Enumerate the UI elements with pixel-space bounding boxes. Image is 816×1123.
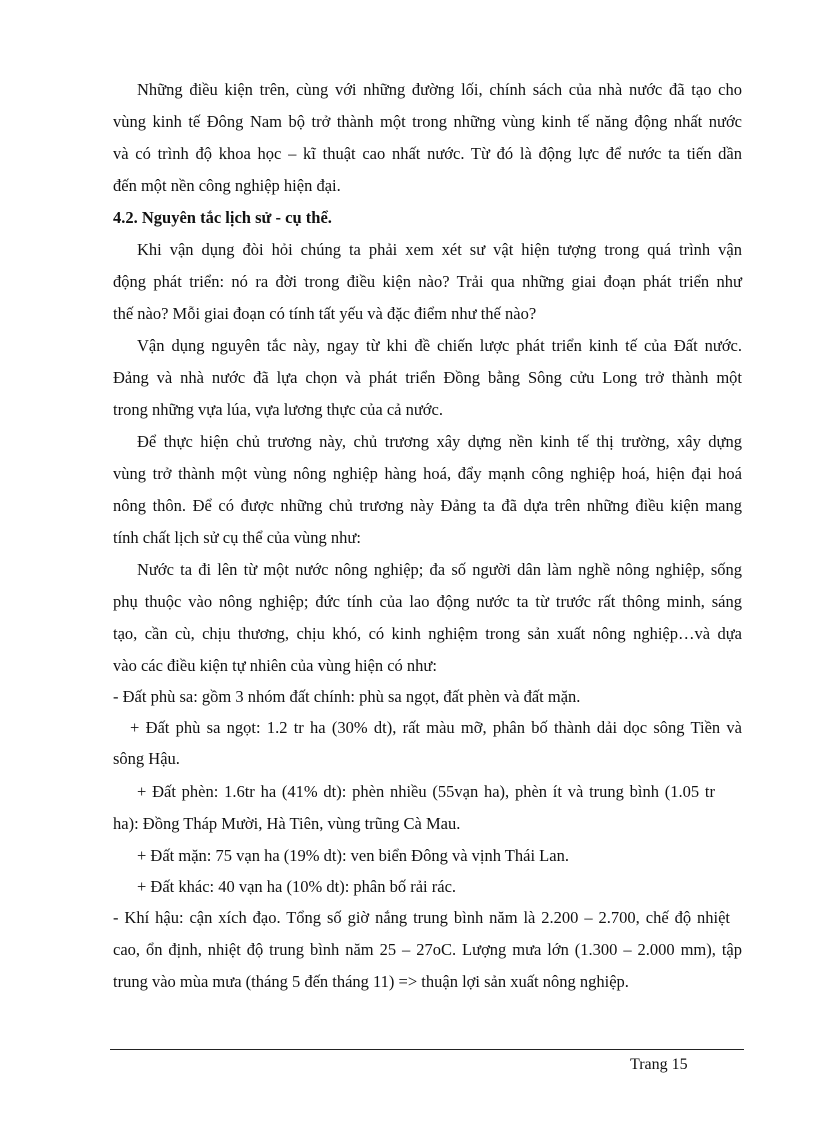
list-item: cao, ổn định, nhiệt độ trung bình năm 25 – 27oC. Lượng mưa lớn (1.300 – 2.000 mm), tập (113, 940, 742, 959)
paragraph-line: tạo, cần cù, chịu thương, chịu khó, có kinh nghiệm trong sản xuất nông nghiệp…và dựa (113, 624, 742, 643)
paragraph-line: Vận dụng nguyên tắc này, ngay từ khi đề chiến lược phát triển kinh tế của Đất nước. (137, 336, 742, 355)
paragraph-line: thế nào? Mỗi giai đoạn có tính tất yếu và đặc điểm như thế nào? (113, 304, 537, 323)
section-heading: 4.2. Nguyên tắc lịch sử - cụ thể. (113, 208, 332, 227)
paragraph-line: Nước ta đi lên từ một nước nông nghiệp; đa số người dân làm nghề nông nghiệp, sống (137, 560, 742, 579)
paragraph-line: Đảng và nhà nước đã lựa chọn và phát triển Đồng bằng Sông cửu Long trở thành một (113, 368, 742, 387)
list-item: - Đất phù sa: gồm 3 nhóm đất chính: phù sa ngọt, đất phèn và đất mặn. (113, 687, 581, 706)
list-item: trung vào mùa mưa (tháng 5 đến tháng 11) => thuận lợi sản xuất nông nghiệp. (113, 972, 629, 991)
list-item: ha): Đồng Tháp Mười, Hà Tiên, vùng trũng Cà Mau. (113, 814, 461, 833)
paragraph-line: nông thôn. Để có được những chủ trương này Đảng ta đã dựa trên những điều kiện mang (113, 496, 742, 515)
paragraph-line: vùng kinh tế Đông Nam bộ trở thành một trong những vùng kinh tế năng động nhất nước (113, 112, 742, 131)
list-item: + Đất phèn: 1.6tr ha (41% dt): phèn nhiều (55vạn ha), phèn ít và trung bình (1.05 tr (137, 782, 715, 801)
paragraph-line: vùng trở thành một vùng nông nghiệp hàng hoá, đẩy mạnh công nghiệp hoá, hiện đại hoá (113, 464, 742, 483)
paragraph-line: phụ thuộc vào nông nghiệp; đức tính của lao động nước ta từ trước rất thông minh, sáng (113, 592, 742, 611)
paragraph-line: Những điều kiện trên, cùng với những đường lối, chính sách của nhà nước đã tạo cho (137, 80, 742, 99)
list-item: + Đất phù sa ngọt: 1.2 tr ha (30% dt), rất màu mỡ, phân bố thành dải dọc sông Tiền và (130, 718, 742, 737)
paragraph-line: động phát triển: nó ra đời trong điều kiện nào? Trải qua những giai đoạn phát triển như (113, 272, 742, 291)
paragraph-line: đến một nền công nghiệp hiện đại. (113, 176, 341, 195)
paragraph-line: tính chất lịch sử cụ thể của vùng như: (113, 528, 361, 547)
list-item: + Đất khác: 40 vạn ha (10% dt): phân bố rải rác. (137, 877, 457, 896)
footer-divider (110, 1049, 744, 1050)
paragraph-line: Để thực hiện chủ trương này, chủ trương xây dựng nền kinh tế thị trường, xây dựng (137, 432, 742, 451)
paragraph-line: và có trình độ khoa học – kĩ thuật cao nhất nước. Từ đó là động lực để nước ta tiến dần (113, 144, 742, 163)
list-item: + Đất mặn: 75 vạn ha (19% dt): ven biển Đông và vịnh Thái Lan. (137, 846, 569, 865)
paragraph-line: trong những vựa lúa, vựa lương thực của cả nước. (113, 400, 443, 419)
list-item: sông Hậu. (113, 749, 180, 768)
page-number: Trang 15 (630, 1056, 688, 1073)
paragraph-line: vào các điều kiện tự nhiên của vùng hiện có như: (113, 656, 437, 675)
paragraph-line: Khi vận dụng đòi hỏi chúng ta phải xem xét sư vật hiện tượng trong quá trình vận (137, 240, 742, 259)
list-item: - Khí hậu: cận xích đạo. Tổng số giờ nắng trung bình năm là 2.200 – 2.700, chế độ nhiệt (113, 908, 730, 927)
